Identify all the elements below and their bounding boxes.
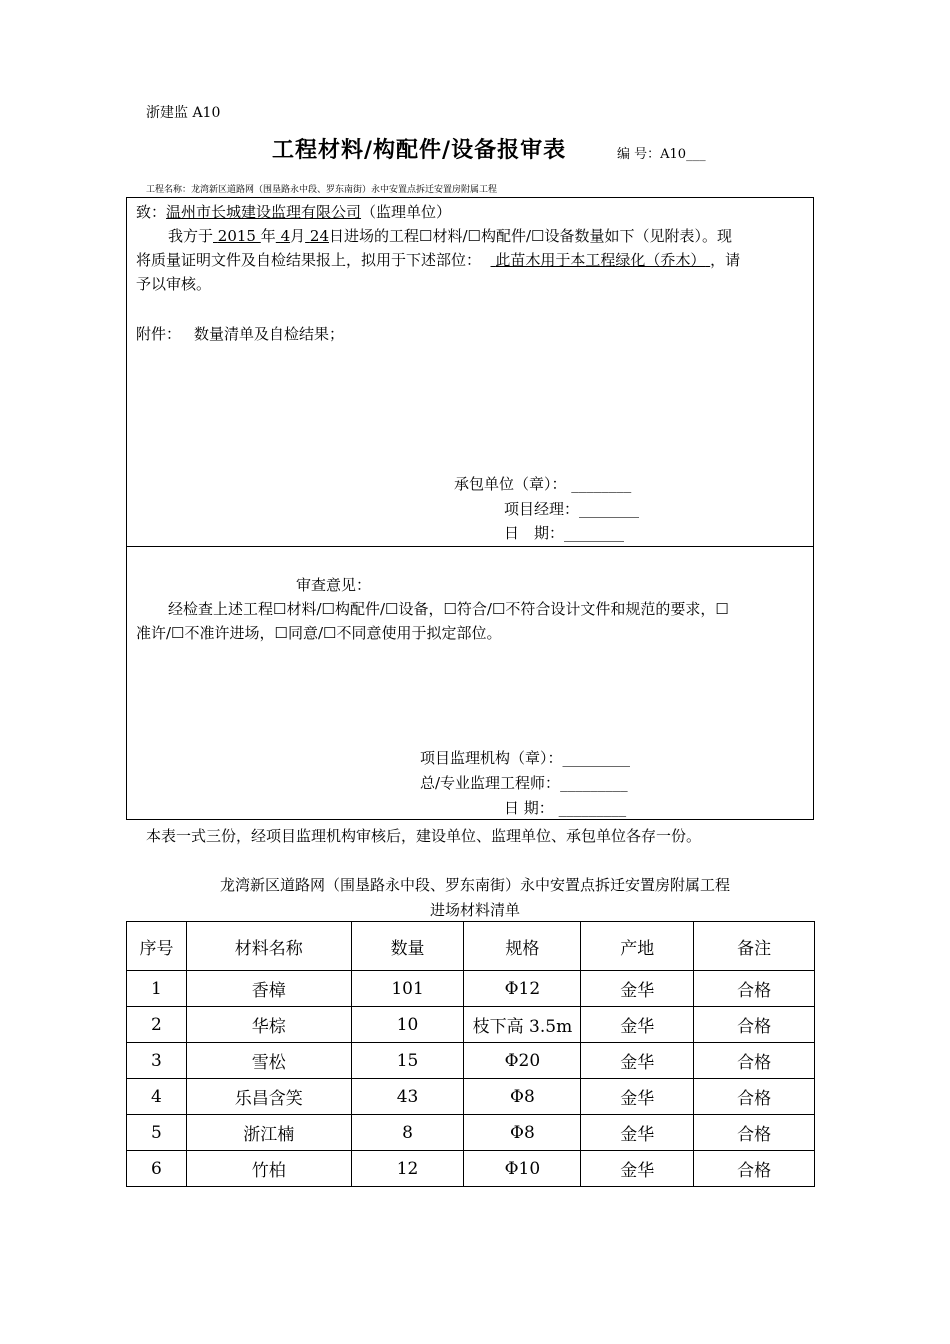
header-cell: 数量 <box>351 922 464 971</box>
table-cell: 12 <box>351 1151 464 1187</box>
supervisor-unit: 温州市长城建设监理有限公司 <box>166 203 362 221</box>
review-line2: 准许/☐不准许进场，☐同意/☐不同意使用于拟定部位。 <box>136 624 502 642</box>
table-cell: 金华 <box>581 1079 694 1115</box>
table-cell: 合格 <box>694 971 815 1007</box>
table-cell: 2 <box>127 1007 187 1043</box>
table-cell: Φ10 <box>464 1151 581 1187</box>
table-cell: 华棕 <box>186 1007 351 1043</box>
contractor-unit: 承包单位（章）： ________ <box>454 475 632 493</box>
table-cell: 15 <box>351 1043 464 1079</box>
declaration-line2 <box>136 248 740 273</box>
decl-text-2: 日进场的工程☐材料/☐构配件/☐设备数量如下（见附表）。现 <box>329 227 732 245</box>
table-cell: 合格 <box>694 1007 815 1043</box>
table-cell: 金华 <box>581 1007 694 1043</box>
decl-year-label: 年 <box>260 227 276 245</box>
project-name-small: 工程名称：龙湾新区道路网（围垦路永中段、罗东南街）永中安置点拆迁安置房附属工程 <box>146 185 498 195</box>
table-cell: Φ12 <box>464 971 581 1007</box>
table-cell: 合格 <box>694 1079 815 1115</box>
table-row <box>127 971 815 1007</box>
table-cell: 合格 <box>694 1151 815 1187</box>
table-cell: 竹柏 <box>186 1151 351 1187</box>
usage-location: 此苗木用于本工程绿化（乔木） <box>495 251 706 269</box>
number-value: A10___ <box>660 147 706 162</box>
table-cell: 6 <box>127 1151 187 1187</box>
table-cell: 8 <box>351 1115 464 1151</box>
table-cell: 4 <box>127 1079 187 1115</box>
contractor-date: 日 期：________ <box>504 524 625 542</box>
table-cell: 金华 <box>581 1043 694 1079</box>
table-cell: 5 <box>127 1115 187 1151</box>
table-cell: Φ8 <box>464 1115 581 1151</box>
decl-day: 24 <box>309 227 329 245</box>
table-row <box>127 1007 815 1043</box>
table-cell: 金华 <box>581 1115 694 1151</box>
form-number <box>617 143 706 162</box>
footnote: 本表一式三份，经项目监理机构审核后，建设单位、监理单位、承包单位各存一份。 <box>146 827 702 845</box>
table-cell: 10 <box>351 1007 464 1043</box>
decl-month: 4 <box>280 227 291 245</box>
declaration-line3: 予以审核。 <box>136 275 212 293</box>
supervising-engineer: 总/专业监理工程师：_________ <box>420 774 628 792</box>
table-cell: 枝下高 3.5m <box>464 1007 581 1043</box>
table-cell: 雪松 <box>186 1043 351 1079</box>
header-cell: 备注 <box>694 922 815 971</box>
table-cell: Φ8 <box>464 1079 581 1115</box>
table-cell: 101 <box>351 971 464 1007</box>
table-cell: Φ20 <box>464 1043 581 1079</box>
table-cell: 1 <box>127 971 187 1007</box>
to-label: 致： <box>136 203 167 221</box>
table-row <box>127 1151 815 1187</box>
header-cell: 规格 <box>464 922 581 971</box>
list-title-project: 龙湾新区道路网（围垦路永中段、罗东南街）永中安置点拆迁安置房附属工程 <box>219 876 730 894</box>
table-cell: 金华 <box>581 1151 694 1187</box>
decl-tail: ，请 <box>710 251 741 269</box>
table-row <box>127 1079 815 1115</box>
table-cell: 43 <box>351 1079 464 1115</box>
table-header-row <box>127 922 815 971</box>
table-cell: 3 <box>127 1043 187 1079</box>
table-cell: 浙江楠 <box>186 1115 351 1151</box>
review-label: 审查意见： <box>296 576 372 594</box>
supervisor-suffix: （监理单位） <box>361 203 452 221</box>
review-line1: 经检查上述工程☐材料/☐构配件/☐设备，☐符合/☐不符合设计文件和规范的要求，☐ <box>168 600 729 618</box>
report-form-box <box>126 197 814 820</box>
section-divider <box>126 546 814 547</box>
review-date: 日 期： _________ <box>504 799 627 817</box>
decl-text: 我方于 <box>168 227 214 245</box>
decl-month-label: 月 <box>290 227 306 245</box>
declaration-line1 <box>168 224 732 249</box>
to-line <box>136 200 451 225</box>
attachment-label: 附件： <box>136 325 182 343</box>
form-code: 浙建监 A10 <box>146 105 221 121</box>
project-manager: 项目经理：________ <box>504 500 640 518</box>
list-title: 进场材料清单 <box>429 901 520 919</box>
attachment-text: 数量清单及自检结果； <box>194 325 345 343</box>
decl-line2: 将质量证明文件及自检结果报上，拟用于下述部位： <box>136 251 482 269</box>
table-cell: 乐昌含笑 <box>186 1079 351 1115</box>
table-cell: 金华 <box>581 971 694 1007</box>
header-cell: 材料名称 <box>186 922 351 971</box>
number-label: 编 号： <box>617 147 661 162</box>
table-row <box>127 1043 815 1079</box>
header-cell: 序号 <box>127 922 187 971</box>
table-row <box>127 1115 815 1151</box>
decl-year: 2015 <box>217 227 256 245</box>
materials-table <box>126 921 815 1187</box>
page-title: 工程材料/构配件/设备报审表 <box>272 137 567 163</box>
table-cell: 合格 <box>694 1115 815 1151</box>
header-cell: 产地 <box>581 922 694 971</box>
table-cell: 合格 <box>694 1043 815 1079</box>
table-cell: 香樟 <box>186 971 351 1007</box>
supervision-org: 项目监理机构（章）：_________ <box>420 749 631 767</box>
